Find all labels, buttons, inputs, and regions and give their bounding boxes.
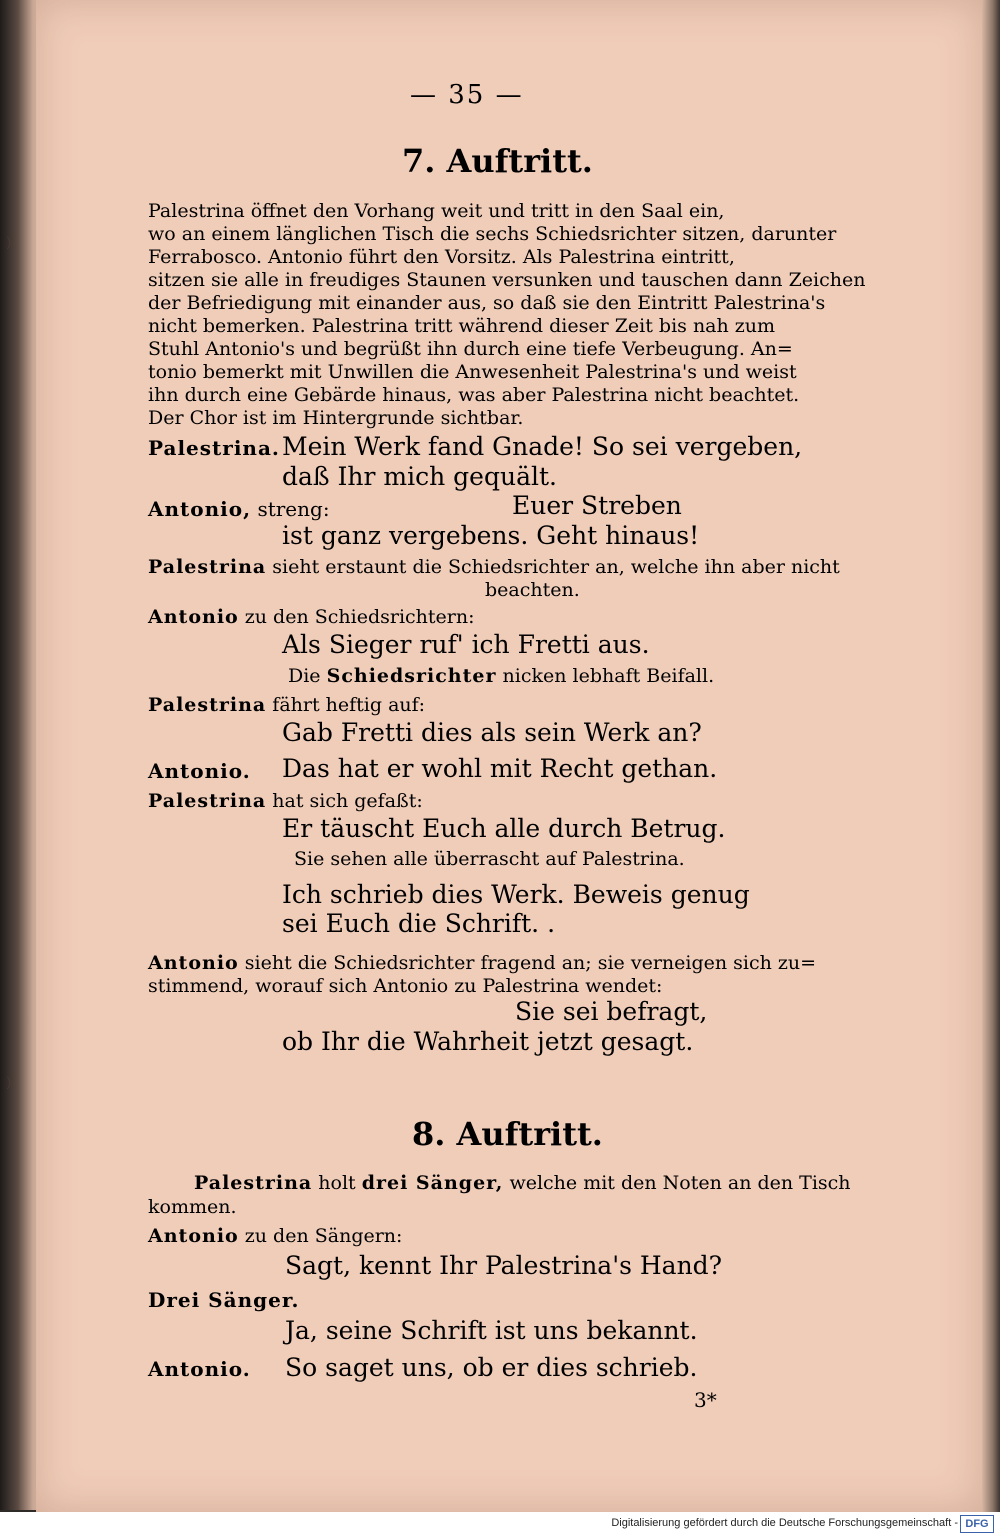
verse-line: Das hat er wohl mit Recht gethan. (282, 754, 718, 783)
speaker-line (148, 952, 816, 974)
margin-mark: ) (6, 1075, 12, 1091)
stage-line: Der Chor ist im Hintergrunde sichtbar. (148, 407, 524, 429)
stage-direction: welche mit den Noten an den Tisch (509, 1172, 851, 1194)
verse-line: Sagt, kennt Ihr Palestrina's Hand? (285, 1251, 723, 1280)
speaker-line (148, 790, 423, 812)
scene-7-stage-direction (148, 200, 865, 430)
speaker-name: Antonio (148, 606, 239, 628)
verse-line: So saget uns, ob er dies schrieb. (285, 1353, 698, 1382)
scene-8-heading: 8. Auftritt. (412, 1115, 603, 1153)
speaker-name: Drei Sänger. (148, 1288, 300, 1312)
funding-notice: Digitalisierung gefördert durch die Deutsche Forschungsgemeinschaft - (611, 1517, 958, 1529)
speaker-name: Palestrina (194, 1172, 313, 1194)
speaker-line (148, 694, 425, 716)
stage-line: sitzen sie alle in freudiges Staunen versunken und tauschen dann Zeichen (148, 269, 866, 291)
speaker-name: Antonio. (148, 759, 251, 783)
speaker-name: Palestrina (148, 790, 267, 812)
speaker-name: Palestrina (148, 694, 267, 716)
stage-line: wo an einem länglichen Tisch die sechs Schiedsrichter sitzen, darunter (148, 223, 837, 245)
verse-line: Mein Werk fand Gnade! So sei vergeben, (282, 432, 803, 461)
stage-direction: holt (318, 1172, 356, 1194)
verse-line: Als Sieger ruf' ich Fretti aus. (282, 630, 650, 659)
scene-7-heading: 7. Auftritt. (402, 142, 593, 180)
stage-line: tonio bemerkt mit Unwillen die Anwesenheit Palestrina's und weist (148, 361, 797, 383)
verse-line: sei Euch die Schrift. . (282, 909, 556, 938)
speaker-line (148, 556, 840, 578)
stage-direction: beachten. (485, 579, 580, 601)
speaker-line (148, 497, 330, 521)
stage-direction: zu den Sängern: (244, 1225, 403, 1247)
verse-line: Ja, seine Schrift ist uns bekannt. (285, 1316, 698, 1345)
speaker-name: Antonio. (148, 1357, 251, 1381)
signature-mark: 3* (694, 1388, 717, 1412)
speaker-line (148, 606, 475, 628)
speaker-line (148, 1225, 402, 1247)
dfg-logo: DFG (960, 1515, 994, 1533)
stage-line: nicht bemerken. Palestrina tritt während dieser Zeit bis nah zum (148, 315, 776, 337)
stage-line: ihn durch eine Gebärde hinaus, was aber Palestrina nicht beachtet. (148, 384, 800, 406)
note-text: Die (288, 665, 321, 687)
stage-note (288, 665, 714, 687)
note-emphasis: Schiedsrichter (326, 665, 497, 687)
speaker-line (194, 1172, 851, 1194)
verse-line: Er täuscht Euch alle durch Betrug. (282, 814, 726, 843)
stage-line: Palestrina öffnet den Vorhang weit und tritt in den Saal ein, (148, 200, 725, 222)
speaker-name: Antonio (148, 1225, 239, 1247)
stage-direction: sieht erstaunt die Schiedsrichter an, welche ihn aber nicht (272, 556, 840, 578)
verse-line: ob Ihr die Wahrheit jetzt gesagt. (282, 1027, 694, 1056)
stage-direction: kommen. (148, 1196, 237, 1218)
stage-line: Stuhl Antonio's und begrüßt ihn durch eine tiefe Verbeugung. An= (148, 338, 793, 360)
stage-line: Ferrabosco. Antonio führt den Vorsitz. Als Palestrina eintritt, (148, 246, 735, 268)
stage-direction: stimmend, worauf sich Antonio zu Palestrina wendet: (148, 975, 663, 997)
stage-direction: zu den Schiedsrichtern: (244, 606, 475, 628)
stage-direction: sieht die Schiedsrichter fragend an; sie verneigen sich zu= (244, 952, 817, 974)
verse-line: Euer Streben (512, 491, 682, 520)
note-text: nicken lebhaft Beifall. (502, 665, 715, 687)
stage-note: Sie sehen alle überrascht auf Palestrina. (294, 848, 685, 870)
stage-direction: fährt heftig auf: (272, 694, 426, 716)
speaker-name: Antonio, (148, 497, 252, 521)
page-number: — 35 — (410, 80, 524, 110)
verse-line: ist ganz vergebens. Geht hinaus! (282, 521, 700, 550)
speaker-name: Palestrina. (148, 436, 280, 460)
stage-direction: hat sich gefaßt: (272, 790, 423, 812)
page-right-edge (982, 0, 1000, 1512)
verse-line: Ich schrieb dies Werk. Beweis genug (282, 880, 750, 909)
verse-line: Gab Fretti dies als sein Werk an? (282, 718, 702, 747)
verse-line: daß Ihr mich gequält. (282, 462, 557, 491)
speaker-name: Palestrina (148, 556, 267, 578)
stage-emphasis: drei Sänger, (361, 1172, 504, 1194)
speaker-name: Antonio (148, 952, 239, 974)
stage-direction: streng: (257, 497, 330, 521)
stage-line: der Befriedigung mit einander aus, so daß sie den Eintritt Palestrina's (148, 292, 826, 314)
verse-line: Sie sei befragt, (515, 997, 708, 1026)
margin-mark: ) (6, 235, 12, 251)
